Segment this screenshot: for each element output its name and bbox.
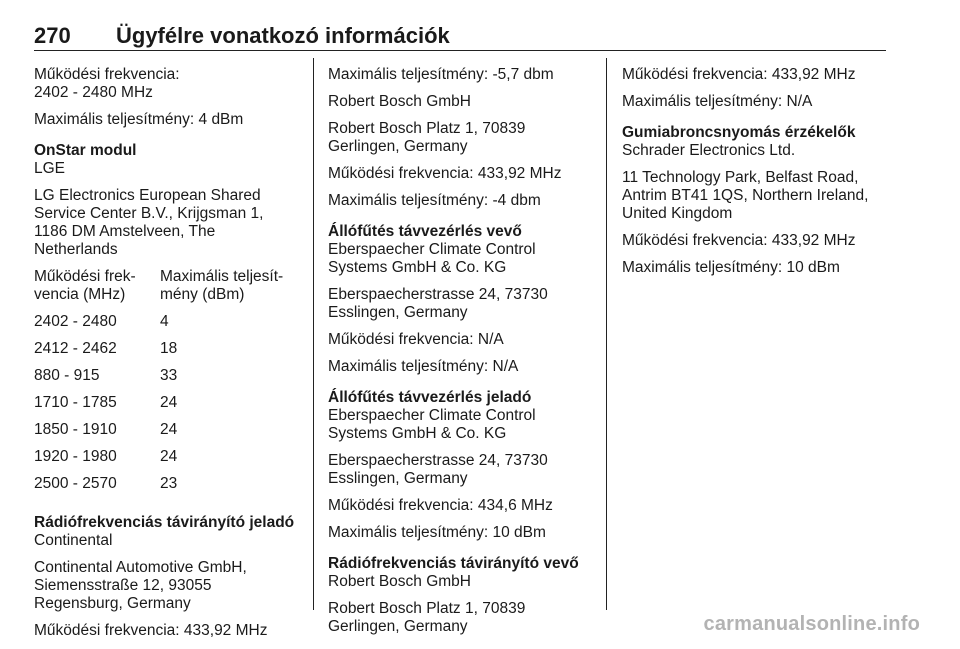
paragraph: Maximális teljesítmény: 4 dBm <box>34 111 244 128</box>
table-row <box>34 475 298 502</box>
paragraph: Működési frekvencia: 2402 - 2480 MHz <box>34 66 180 101</box>
table-cell: 24 <box>160 394 178 411</box>
table-cell: 1850 - 1910 <box>34 421 117 438</box>
table-cell: 880 - 915 <box>34 367 100 384</box>
paragraph: Eberspaecherstrasse 24, 73730 Esslingen, Germany <box>328 286 548 321</box>
paragraph: Schrader Electronics Ltd. <box>622 142 796 159</box>
paragraph: Működési frekvencia: 433,92 MHz <box>328 165 562 182</box>
paragraph: Maximális teljesítmény: -4 dbm <box>328 192 541 209</box>
column-divider <box>606 58 607 610</box>
page-header <box>34 24 886 51</box>
section-heading: Gumiabroncsnyomás érzékelők <box>622 124 856 141</box>
paragraph: Eberspaecher Climate Control Systems GmbH & Co. KG <box>328 407 536 442</box>
paragraph: Eberspaecher Climate Control Systems GmbH & Co. KG <box>328 241 536 276</box>
table-cell: 2412 - 2462 <box>34 340 117 357</box>
table-header-cell: Működési frek- vencia (MHz) <box>34 268 136 303</box>
paragraph: Maximális teljesítmény: -5,7 dbm <box>328 66 554 83</box>
watermark: carmanualsonline.info <box>703 613 920 635</box>
table-header-row <box>34 268 298 313</box>
table-row <box>34 367 298 394</box>
table-cell: 23 <box>160 475 178 492</box>
table-row <box>34 448 298 475</box>
table-cell: 1710 - 1785 <box>34 394 117 411</box>
table-cell: 24 <box>160 421 178 438</box>
column-1 <box>34 66 298 649</box>
table-cell: 24 <box>160 448 178 465</box>
paragraph: Maximális teljesítmény: 10 dBm <box>328 524 546 541</box>
paragraph: 11 Technology Park, Belfast Road, Antrim BT41 1QS, Northern Ireland, United Kingdom <box>622 169 869 222</box>
column-divider <box>313 58 314 610</box>
table-header-cell: Maximális teljesít- mény (dBm) <box>160 268 284 303</box>
paragraph: Működési frekvencia: N/A <box>328 331 504 348</box>
section-heading: OnStar modul <box>34 142 137 159</box>
paragraph: Robert Bosch GmbH <box>328 573 471 590</box>
paragraph: Maximális teljesítmény: 10 dBm <box>622 259 840 276</box>
table-cell: 2500 - 2570 <box>34 475 117 492</box>
page-number: 270 <box>34 23 71 48</box>
paragraph: Működési frekvencia: 433,92 MHz <box>622 232 856 249</box>
section-heading: Rádiófrekvenciás távirányító vevő <box>328 555 579 572</box>
paragraph: Működési frekvencia: 433,92 MHz <box>34 622 268 639</box>
section-heading: Állófűtés távvezérlés jeladó <box>328 389 532 406</box>
table-row <box>34 421 298 448</box>
frequency-table <box>34 268 298 502</box>
paragraph: Continental <box>34 532 113 549</box>
paragraph: Eberspaecherstrasse 24, 73730 Esslingen, Germany <box>328 452 548 487</box>
paragraph: Maximális teljesítmény: N/A <box>622 93 813 110</box>
paragraph: Működési frekvencia: 434,6 MHz <box>328 497 553 514</box>
paragraph: Robert Bosch Platz 1, 70839 Gerlingen, Germany <box>328 120 526 155</box>
paragraph: Maximális teljesítmény: N/A <box>328 358 519 375</box>
paragraph: Continental Automotive GmbH, Siemensstraße 12, 93055 Regensburg, Germany <box>34 559 247 612</box>
column-2 <box>328 66 592 645</box>
column-3 <box>622 66 892 286</box>
table-row <box>34 340 298 367</box>
table-row <box>34 313 298 340</box>
paragraph: Robert Bosch GmbH <box>328 93 471 110</box>
page-title: Ügyfélre vonatkozó információk <box>116 23 450 48</box>
paragraph: LGE <box>34 160 66 177</box>
paragraph: Működési frekvencia: 433,92 MHz <box>622 66 856 83</box>
section-heading: Rádiófrekvenciás távirányító jeladó <box>34 514 295 531</box>
section-heading: Állófűtés távvezérlés vevő <box>328 223 522 240</box>
table-row <box>34 394 298 421</box>
table-cell: 1920 - 1980 <box>34 448 117 465</box>
paragraph: Robert Bosch Platz 1, 70839 Gerlingen, Germany <box>328 600 526 635</box>
table-cell: 33 <box>160 367 178 384</box>
table-cell: 2402 - 2480 <box>34 313 117 330</box>
table-cell: 18 <box>160 340 178 357</box>
table-cell: 4 <box>160 313 169 330</box>
paragraph: LG Electronics European Shared Service Center B.V., Krijgsman 1, 1186 DM Amstelveen, The Netherlands <box>34 187 264 258</box>
